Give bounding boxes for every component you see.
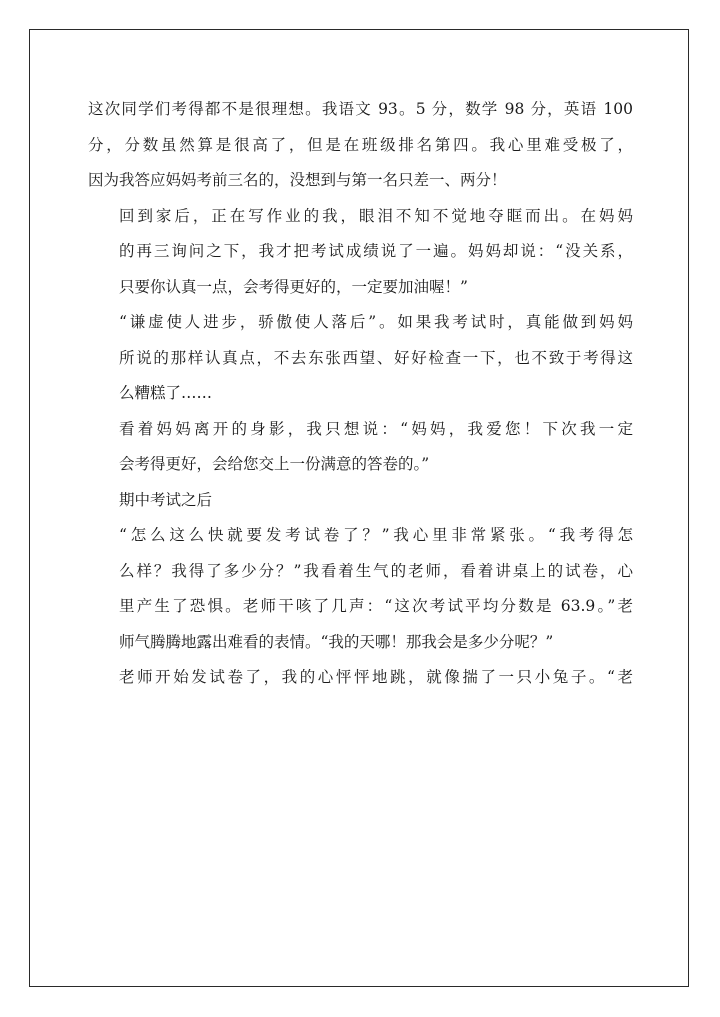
section-heading bbox=[88, 483, 633, 519]
text-line: “谦虚使人进步，骄傲使人落后”。如果我考试时，真能做到妈妈 bbox=[119, 313, 633, 331]
paragraph-7 bbox=[88, 660, 633, 696]
text-line: 么样？我得了多少分？”我看着生气的老师，看着讲桌上的试卷，心 bbox=[119, 561, 633, 580]
paragraph-4 bbox=[88, 412, 633, 483]
text-line: 只要你认真一点，会考得更好的，一定要加油喔！” bbox=[119, 277, 468, 296]
text-line: 会考得更好，会给您交上一份满意的答卷的。” bbox=[119, 455, 430, 473]
text-line: 么糟糕了…… bbox=[119, 384, 213, 402]
text-line: 里产生了恐惧。老师干咳了几声：“这次考试平均分数是 63.9。”老 bbox=[119, 597, 633, 615]
text-line: 看着妈妈离开的身影，我只想说：“妈妈，我爱您！下次我一定 bbox=[119, 419, 633, 438]
text-line: 回到家后，正在写作业的我，眼泪不知不觉地夺眶而出。在妈妈 bbox=[119, 206, 633, 225]
text-line: “怎么这么快就要发考试卷了？”我心里非常紧张。“我考得怎 bbox=[119, 526, 633, 544]
paragraph-3 bbox=[88, 305, 633, 412]
paragraph-1 bbox=[88, 92, 633, 199]
text-line: 的再三询问之下，我才把考试成绩说了一遍。妈妈却说：“没关系， bbox=[119, 242, 633, 260]
document-body bbox=[88, 92, 633, 696]
paragraph-2 bbox=[88, 199, 633, 306]
paragraph-6 bbox=[88, 518, 633, 660]
text-line: 因为我答应妈妈考前三名的，没想到与第一名只差一、两分！ bbox=[88, 171, 507, 189]
text-line: 老师开始发试卷了，我的心怦怦地跳，就像揣了一只小兔子。“老 bbox=[119, 668, 633, 686]
text-line: 这次同学们考得都不是很理想。我语文 93。5 分，数学 98 分，英语 100 bbox=[88, 100, 633, 118]
text-line: 期中考试之后 bbox=[119, 490, 213, 509]
text-line: 分，分数虽然算是很高了，但是在班级排名第四。我心里难受极了， bbox=[88, 135, 633, 154]
text-line: 师气腾腾地露出难看的表情。“我的天哪！那我会是多少分呢？” bbox=[119, 632, 554, 651]
text-line: 所说的那样认真点，不去东张西望、好好检查一下，也不致于考得这 bbox=[119, 348, 633, 367]
